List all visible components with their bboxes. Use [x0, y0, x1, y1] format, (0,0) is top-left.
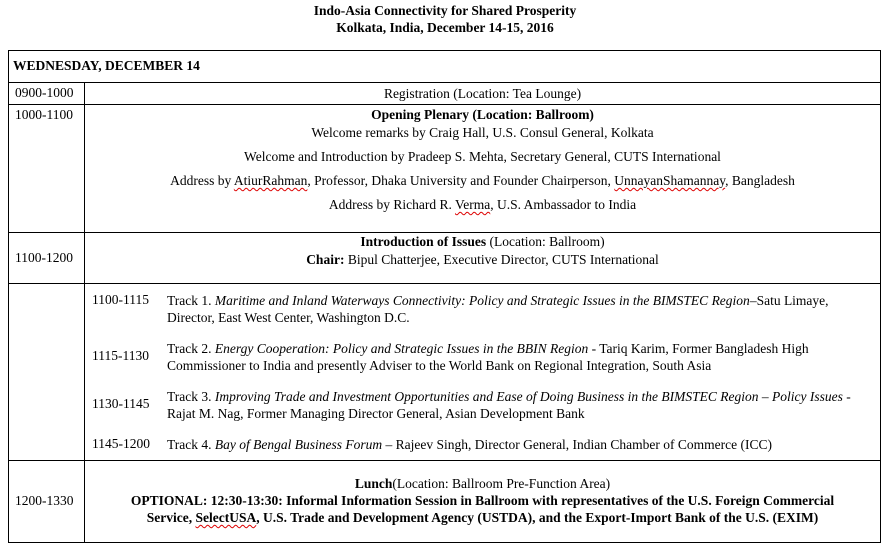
issues-chair-line: [85, 251, 880, 269]
chair-label: Chair:: [306, 252, 345, 267]
track-description: [167, 436, 872, 453]
lunch-time: 1200-1330: [15, 493, 74, 508]
chair-text: Bipul Chatterjee, Executive Director, CUTS International: [344, 252, 659, 267]
track-description: [167, 292, 872, 326]
opening-time: 1000-1100: [15, 107, 73, 122]
lunch-location: (Location: Ballroom Pre-Function Area): [392, 476, 611, 491]
issues-title: Introduction of Issues: [360, 234, 487, 249]
registration-text: Registration (Location: Tea Lounge): [383, 86, 582, 101]
agenda-header: [0, 2, 890, 36]
text-fragment: Service,: [146, 510, 196, 525]
track-speaker: - Tariq Karim, Former Bangladesh High Commissioner to India and presently Adviser to the World Bank on Regional Integration, South Asia: [167, 341, 809, 373]
lunch-block: [85, 475, 880, 526]
opening-line-2: Welcome and Introduction by Pradeep S. Mehta, Secretary General, CUTS International: [244, 149, 721, 164]
track-label: Track 2.: [167, 341, 215, 356]
track-title: Energy Cooperation: Policy and Strategic Issues in the BBIN Region: [214, 341, 589, 356]
text-fragment: Address by: [170, 173, 234, 188]
track-title: Maritime and Inland Waterways Connectivity: Policy and Strategic Issues in the BIMSTEC Region: [214, 293, 750, 308]
text-fragment: Address by Richard R.: [328, 197, 455, 212]
track-title: Improving Trade and Investment Opportunities and Ease of Doing Business in the BIMSTEC Region – Policy Issues: [214, 389, 843, 404]
track-label: Track 4.: [167, 437, 215, 452]
track-time: 1115-1130: [92, 348, 149, 363]
row-divider: [9, 82, 880, 83]
track-speaker: - Rajat M. Nag, Former Managing Director General, Asian Development Bank: [167, 389, 851, 421]
row-divider: [9, 283, 880, 284]
row-divider: [9, 104, 880, 105]
text-fragment: UnnayanShamannay: [614, 173, 726, 188]
track-description: [167, 388, 872, 422]
schedule-table: [8, 50, 881, 543]
issues-time: 1100-1200: [15, 250, 73, 265]
issues-title-line: [85, 233, 880, 251]
agenda-subtitle: Kolkata, India, December 14-15, 2016: [336, 20, 554, 35]
track-speaker: –Satu Limaye, Director, East West Center, Washington D.C.: [167, 293, 829, 325]
text-fragment: , Bangladesh: [725, 173, 795, 188]
optional-line-1: OPTIONAL: 12:30-13:30: Informal Information Session in Ballroom with representatives of the U.S. Foreign Commercial: [130, 493, 835, 508]
track-description: [167, 340, 872, 374]
track-title: Bay of Bengal Business Forum: [214, 437, 383, 452]
optional-line-2: [85, 509, 880, 526]
agenda-title: Indo-Asia Connectivity for Shared Prosperity: [313, 3, 577, 18]
opening-block: [85, 106, 880, 214]
text-fragment: SelectUSA: [195, 510, 257, 525]
text-fragment: Verma: [455, 197, 491, 212]
opening-title: Opening Plenary (Location: Ballroom): [371, 107, 594, 122]
lunch-title-line: [85, 475, 880, 492]
opening-line-3: [85, 172, 880, 190]
track-label: Track 3.: [167, 389, 215, 404]
track-time: 1100-1115: [92, 292, 149, 307]
track-time: 1145-1200: [92, 436, 150, 451]
issues-location: (Location: Ballroom): [486, 234, 605, 249]
text-fragment: , Professor, Dhaka University and Founder Chairperson,: [307, 173, 615, 188]
opening-line-4: [85, 196, 880, 214]
track-speaker: – Rajeev Singh, Director General, Indian Chamber of Commerce (ICC): [382, 437, 773, 452]
text-fragment: , U.S. Trade and Development Agency (USTDA), and the Export-Import Bank of the U.S. (EXIM): [256, 510, 819, 525]
text-fragment: AtiurRahman: [233, 173, 308, 188]
text-fragment: , U.S. Ambassador to India: [490, 197, 637, 212]
registration-time: 0900-1000: [15, 85, 74, 100]
track-label: Track 1.: [167, 293, 215, 308]
row-divider: [9, 460, 880, 461]
issues-block: [85, 233, 880, 269]
lunch-title: Lunch: [354, 476, 393, 491]
track-time: 1130-1145: [92, 396, 150, 411]
opening-line-1: Welcome remarks by Craig Hall, U.S. Consul General, Kolkata: [311, 125, 654, 140]
day-heading: WEDNESDAY, DECEMBER 14: [13, 58, 200, 73]
